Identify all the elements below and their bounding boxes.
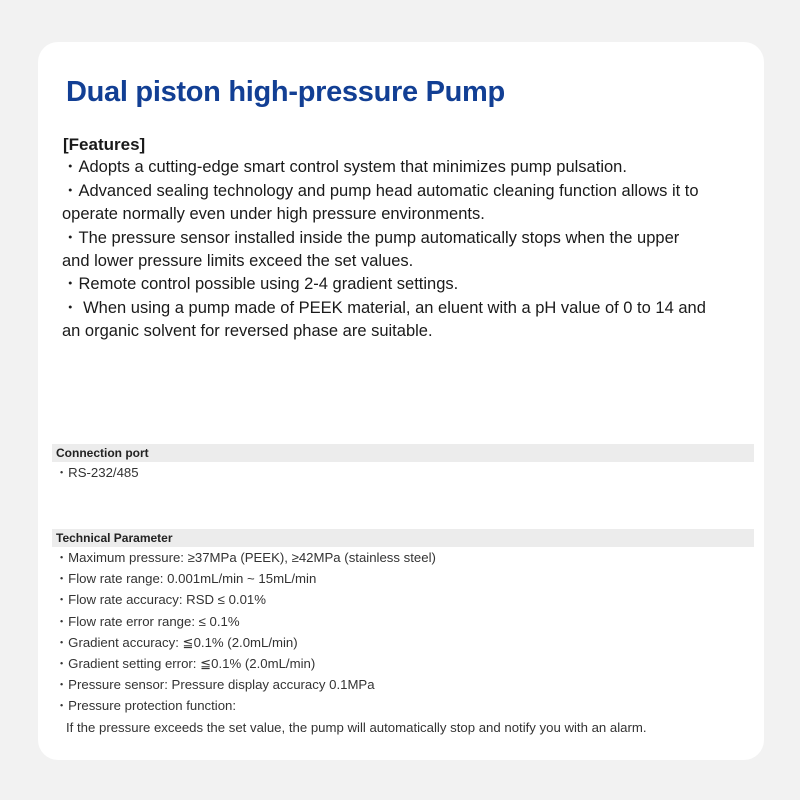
feature-line: ・ When using a pump made of PEEK material, an eluent with a pH value of 0 to 14 and [62,298,706,317]
features-heading: [Features] [63,135,146,154]
page-title: Dual piston high-pressure Pump [66,76,505,108]
parameter-item: ・Gradient setting error: ≦0.1% (2.0mL/min) [55,656,316,672]
connection-port-heading: Connection port [52,444,754,462]
parameter-note: If the pressure exceeds the set value, the pump will automatically stop and notify you with an alarm. [66,719,647,735]
feature-line: operate normally even under high pressure environments. [62,205,485,224]
parameter-item: ・Pressure sensor: Pressure display accuracy 0.1MPa [55,677,375,693]
parameter-item: ・Gradient accuracy: ≦0.1% (2.0mL/min) [55,634,298,650]
product-card [38,42,764,760]
technical-parameter-section [52,529,754,738]
parameter-item: ・Pressure protection function: [55,698,237,714]
parameter-item: ・Flow rate accuracy: RSD ≤ 0.01% [55,592,266,608]
feature-line: ・Advanced sealing technology and pump head automatic cleaning function allows it to [62,181,699,200]
connection-port-item: ・RS-232/485 [55,465,139,480]
feature-line: ・The pressure sensor installed inside the pump automatically stops when the upper [62,228,680,247]
technical-parameter-heading: Technical Parameter [52,529,754,547]
feature-line: ・Remote control possible using 2-4 gradient settings. [62,275,459,294]
parameter-item: ・Maximum pressure: ≥37MPa (PEEK), ≥42MPa (stainless steel) [55,550,436,565]
feature-line: ・Adopts a cutting-edge smart control system that minimizes pump pulsation. [62,158,627,177]
parameter-item: ・Flow rate error range: ≤ 0.1% [55,613,240,629]
features-section [62,133,756,344]
feature-line: and lower pressure limits exceed the set values. [62,252,414,271]
connection-port-section [52,444,754,483]
parameter-item: ・Flow rate range: 0.001mL/min ~ 15mL/min [55,571,317,587]
feature-line: an organic solvent for reversed phase are suitable. [62,322,433,341]
